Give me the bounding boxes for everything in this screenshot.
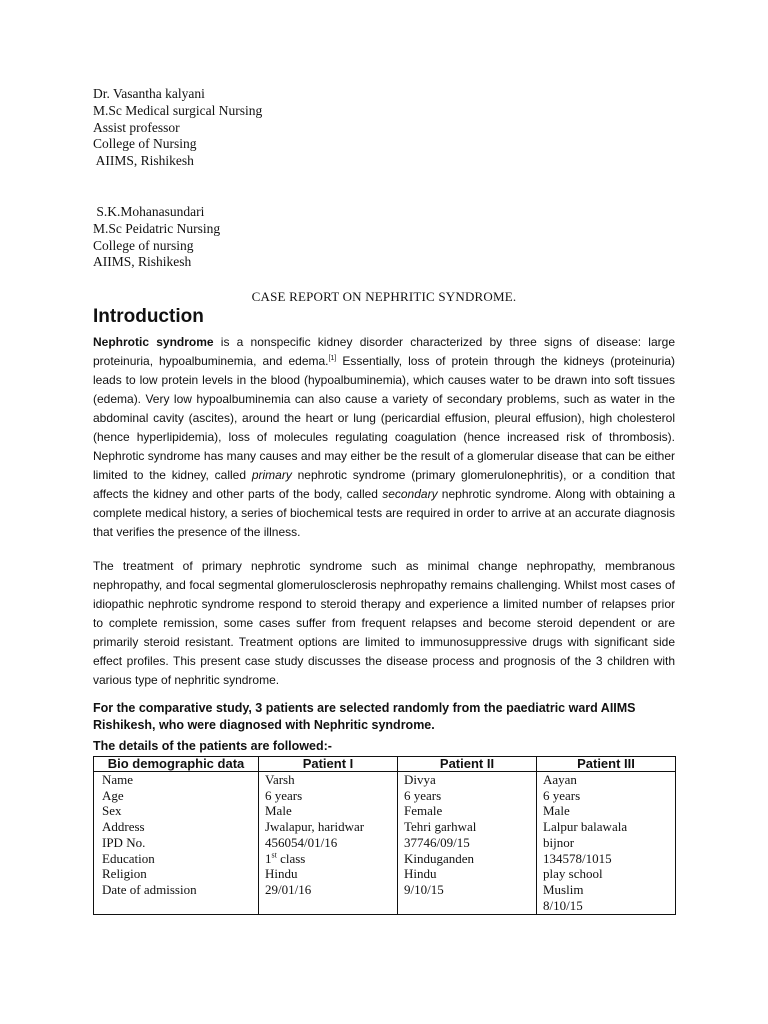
p1-ipd-no: 456054/01/16 [265,834,338,850]
header-bio-demographic: Bio demographic data [94,757,259,772]
p3-ipd-no: 134578/1015 [543,850,612,866]
p1-sex: Male [265,803,292,819]
author-name: S.K.Mohanasundari [93,204,205,219]
p3-religion: Muslim [543,881,584,897]
p1-education [265,851,391,867]
author-college: College of Nursing [93,136,197,152]
label-sex: Sex [102,803,122,819]
introduction-paragraph-1 [93,333,675,542]
introduction-heading: Introduction [93,306,204,327]
p1-education-number: 1 [265,850,272,866]
p3-name: Aayan [543,772,577,787]
author-block-1 [93,86,262,170]
footnote-ref: [1] [328,355,337,362]
p3-sex: Male [543,803,570,819]
header-patient-3: Patient III [537,757,676,772]
term-primary: primary [251,468,292,482]
p3-age: 6 years [543,787,581,803]
p3-date-of-admission: 8/10/15 [543,897,583,913]
p2-name: Divya [404,772,436,787]
p3-address-line-2: bijnor [543,834,575,850]
study-description [93,700,693,734]
p3-address-line-1: Lalpur balawala [543,819,628,835]
p3-education: play school [543,866,603,882]
author-institution: AIIMS, Rishikesh [93,254,192,270]
header-patient-1: Patient I [259,757,398,772]
author-block-2 [93,204,220,271]
para1-text-4: nephrotic syndrome. Along with obtaining a complete medical history, a series of biochemical tests are required in order to arrive at an accurate diagnosis that verifies the presence of the illness. [93,487,675,539]
p1-address: Jwalapur, haridwar [265,819,365,835]
bio-labels-cell [94,772,259,915]
p2-address: Tehri garhwal [404,819,477,835]
patient-details-table [93,756,676,915]
patient-1-cell [259,772,398,915]
study-line-1: For the comparative study, 3 patients are selected randomly from the paediatric ward AIIMS [93,701,636,715]
label-ipd-no: IPD No. [102,834,146,850]
author-institution: AIIMS, Rishikesh [93,153,194,169]
case-report-title: CASE REPORT ON NEPHRITIC SYNDROME. [251,289,517,304]
author-degree: M.Sc Medical surgical Nursing [93,102,263,118]
p1-education-rest: class [276,850,306,866]
p2-age: 6 years [404,787,442,803]
label-age: Age [102,787,124,803]
label-address: Address [102,819,145,835]
term-secondary: secondary [382,487,438,501]
introduction-paragraph-2: The treatment of primary nephrotic syndrome such as minimal change nephropathy, membranous nephropathy, and focal segmental glomerulosclerosis nephropathy remains challenging. Whilst most cases of idiopathic nephrotic syndrome respond to steroid therapy and experience a limited number of relapses prior to complete remission, some cases suffer from frequent relapses and become steroid dependent or are primarily steroid resistant. Treatment options are limited to immunosuppressive drugs with significant side effect profiles. This present case study discusses the disease process and prognosis of the 3 children with various type of nephritic syndrome. [93,559,675,687]
author-degree: M.Sc Peidatric Nursing [93,220,221,236]
p2-ipd-no: 37746/09/15 [404,834,470,850]
label-education: Education [102,850,155,866]
author-college: College of nursing [93,237,194,253]
para1-text-3: nephrotic syndrome (primary glomerulonephritis), or a condition that affects the kidney and other parts of the body, called [93,468,675,501]
p1-date-of-admission: 29/01/16 [265,881,312,897]
author-name: Dr. Vasantha kalyani [93,86,205,101]
author-position: Assist professor [93,119,180,135]
label-date-of-admission: Date of admission [102,881,197,897]
para1-text-2: Essentially, loss of protein through the kidneys (proteinuria) leads to low protein levels in the blood (hypoalbuminemia), which causes water to be drawn into soft tissues (edema). Very low hypoalbuminemia can also cause a variety of secondary problems, such as water in the abdominal cavity (ascites), around the heart or lung (pericardial effusion, pleural effusion), high cholesterol (hence hyperlipidemia), loss of molecules regulating coagulation (hence increased risk of thrombosis). Nephrotic syndrome has many causes and may either be the result of a glomerular disease that can be either limited to the kidney, called [93,354,675,482]
p1-religion: Hindu [265,866,298,882]
p2-religion: Hindu [404,866,437,882]
p1-age: 6 years [265,787,303,803]
table-header-row [94,757,676,772]
p2-sex: Female [404,803,443,819]
p2-date-of-admission: 9/10/15 [404,881,444,897]
p1-name: Varsh [265,772,295,787]
patient-2-cell [398,772,537,915]
study-line-2: Rishikesh, who were diagnosed with Nephritic syndrome. [93,718,435,732]
term-nephrotic-syndrome: Nephrotic syndrome [93,335,214,349]
label-name: Name [102,772,134,787]
label-religion: Religion [102,866,147,882]
table-row [94,772,676,915]
patient-3-cell [537,772,676,915]
header-patient-2: Patient II [398,757,537,772]
details-intro: The details of the patients are followed:- [93,739,332,753]
p1-education-ordinal: st [271,850,277,860]
p2-education: Kinduganden [404,850,475,866]
para1-text-1: is a nonspecific kidney disorder characterized by three signs of disease: large proteinuria, hypoalbuminemia, and edema. [93,335,675,368]
